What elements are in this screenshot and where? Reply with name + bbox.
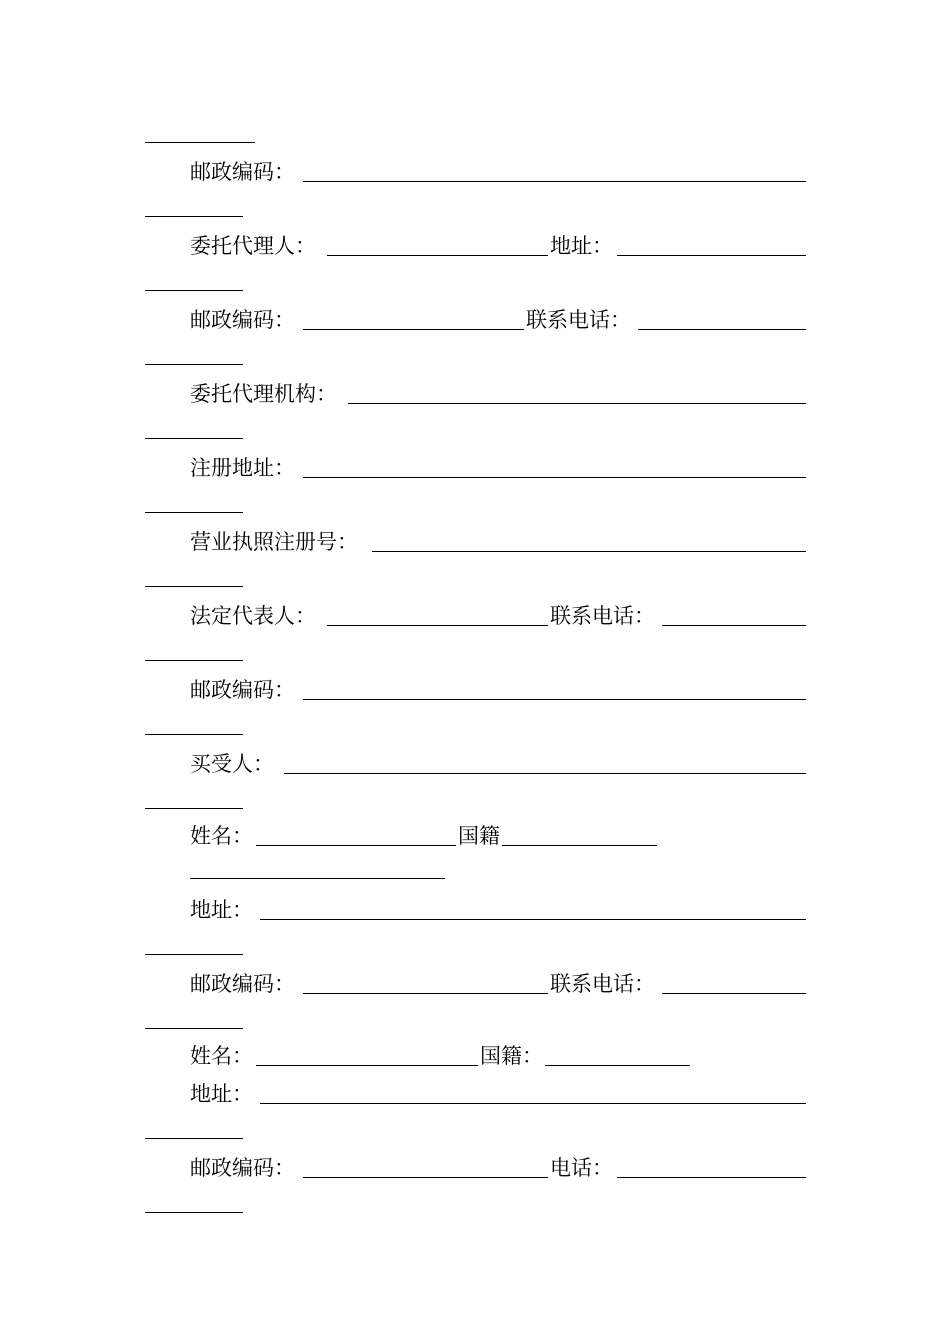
- postal-code-label: 邮政编码：: [190, 678, 295, 702]
- address-blank[interactable]: [617, 255, 806, 256]
- license-no-blank[interactable]: [372, 551, 806, 552]
- postal-code-label: 邮政编码：: [190, 972, 295, 996]
- agent-blank[interactable]: [327, 255, 548, 256]
- blank-line[interactable]: [145, 438, 243, 439]
- postal-code-label: 邮政编码：: [190, 1156, 295, 1180]
- name-blank[interactable]: [256, 845, 456, 846]
- address-blank[interactable]: [260, 919, 806, 920]
- phone-blank[interactable]: [662, 993, 806, 994]
- phone-label: 联系电话：: [526, 308, 631, 332]
- legal-rep-label: 法定代表人：: [190, 604, 316, 628]
- blank-line[interactable]: [145, 734, 243, 735]
- tel-blank[interactable]: [617, 1177, 806, 1178]
- postal-code-blank[interactable]: [303, 329, 524, 330]
- nationality-blank[interactable]: [545, 1065, 690, 1066]
- blank-line[interactable]: [145, 660, 243, 661]
- phone-blank[interactable]: [662, 625, 806, 626]
- postal-code-blank[interactable]: [303, 1177, 548, 1178]
- registered-address-label: 注册地址：: [190, 456, 295, 480]
- blank-line[interactable]: [145, 290, 243, 291]
- address-blank[interactable]: [260, 1103, 806, 1104]
- license-no-label: 营业执照注册号：: [190, 530, 358, 554]
- address-label: 地址：: [550, 234, 613, 258]
- postal-code-label: 邮政编码：: [190, 160, 295, 184]
- name-label: 姓名：: [190, 1044, 253, 1068]
- blank-line[interactable]: [145, 954, 243, 955]
- blank-line[interactable]: [145, 1138, 243, 1139]
- postal-code-blank[interactable]: [303, 993, 548, 994]
- phone-label: 联系电话：: [550, 604, 655, 628]
- buyer-blank[interactable]: [284, 773, 806, 774]
- registered-address-blank[interactable]: [303, 477, 806, 478]
- name-label: 姓名：: [190, 824, 253, 848]
- agent-label: 委托代理人：: [190, 234, 316, 258]
- agency-blank[interactable]: [348, 403, 806, 404]
- blank-line[interactable]: [145, 142, 255, 143]
- blank-line[interactable]: [145, 586, 243, 587]
- blank-line[interactable]: [145, 216, 243, 217]
- agency-label: 委托代理机构：: [190, 382, 337, 406]
- address-label: 地址：: [190, 1082, 253, 1106]
- name-blank[interactable]: [256, 1065, 478, 1066]
- blank-line[interactable]: [145, 364, 243, 365]
- phone-blank[interactable]: [638, 329, 806, 330]
- tel-label: 电话：: [550, 1156, 613, 1180]
- nationality-blank[interactable]: [502, 845, 657, 846]
- postal-code-blank[interactable]: [303, 181, 806, 182]
- phone-label: 联系电话：: [550, 972, 655, 996]
- legal-rep-blank[interactable]: [327, 625, 548, 626]
- blank-line[interactable]: [145, 512, 243, 513]
- blank-line[interactable]: [145, 808, 243, 809]
- nationality-label: 国籍: [458, 824, 500, 848]
- blank-line[interactable]: [190, 878, 445, 879]
- blank-line[interactable]: [145, 1212, 243, 1213]
- buyer-label: 买受人：: [190, 752, 274, 776]
- postal-code-label: 邮政编码：: [190, 308, 295, 332]
- postal-code-blank[interactable]: [303, 699, 806, 700]
- address-label: 地址：: [190, 898, 253, 922]
- nationality-label: 国籍：: [480, 1044, 543, 1068]
- blank-line[interactable]: [145, 1028, 243, 1029]
